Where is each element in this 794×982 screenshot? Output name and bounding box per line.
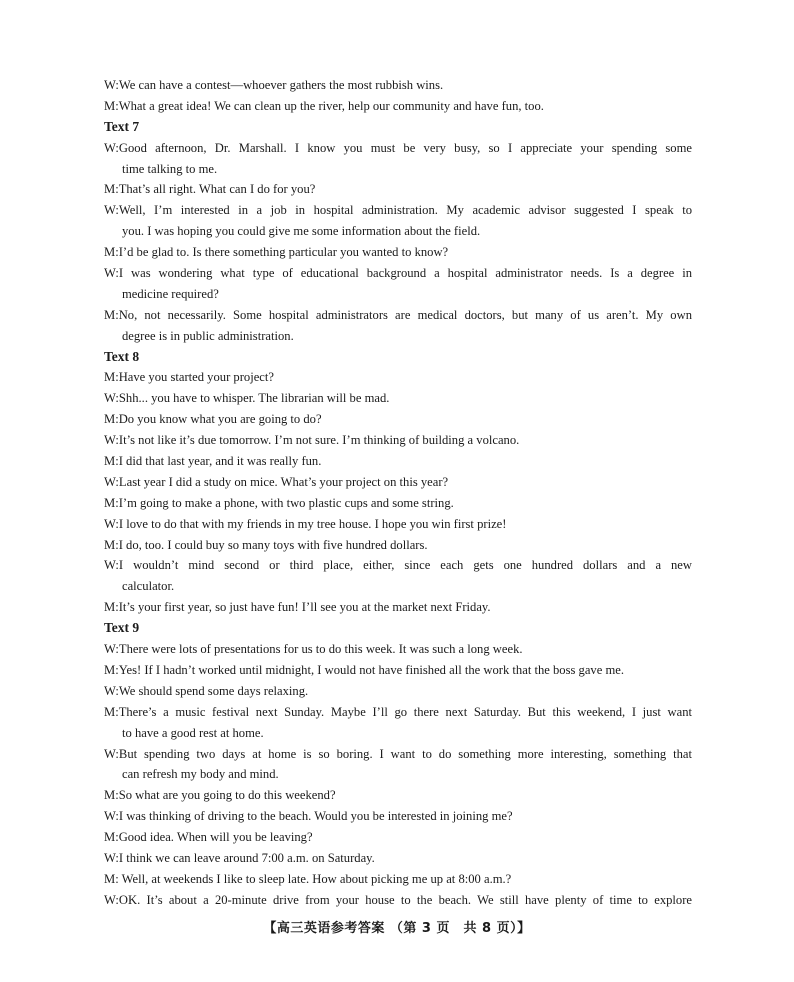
dialogue-line: M:I did that last year, and it was really fun. bbox=[104, 454, 322, 469]
dialogue-line: W:OK. It’s about a 20-minute drive from your house to the beach. We still have plenty of time to explore bbox=[104, 892, 692, 907]
dialogue-line: M:So what are you going to do this weekend? bbox=[104, 788, 336, 803]
dialogue-line: M:I do, too. I could buy so many toys with five hundred dollars. bbox=[104, 537, 428, 552]
dialogue-line: W:I wouldn’t mind second or third place, either, since each gets one hundred dollars and a new bbox=[104, 558, 692, 573]
dialogue-line: M:Do you know what you are going to do? bbox=[104, 412, 322, 427]
section-heading: Text 9 bbox=[104, 620, 140, 636]
dialogue-line: M:There’s a music festival next Sunday. Maybe I’ll go there next Saturday. But this weekend, I just want bbox=[104, 704, 692, 719]
dialogue-line: W:Good afternoon, Dr. Marshall. I know you must be very busy, so I appreciate your spending some bbox=[104, 140, 692, 155]
dialogue-line: M:That’s all right. What can I do for you? bbox=[104, 182, 316, 197]
dialogue-line: M:Have you started your project? bbox=[104, 370, 274, 385]
section-heading: Text 8 bbox=[104, 348, 140, 364]
dialogue-line: M:It’s your first year, so just have fun! I’ll see you at the market next Friday. bbox=[104, 600, 491, 615]
dialogue-line: W:I love to do that with my friends in my tree house. I hope you win first prize! bbox=[104, 516, 507, 531]
dialogue-line: M:No, not necessarily. Some hospital administrators are medical doctors, but many of us aren’t. My own bbox=[104, 307, 692, 322]
dialogue-line: W:There were lots of presentations for us to do this week. It was such a long week. bbox=[104, 642, 523, 657]
dialogue-line: W:I was wondering what type of educational background a hospital administrator needs. Is a degree in bbox=[104, 266, 692, 281]
dialogue-line: W:Shh... you have to whisper. The librarian will be mad. bbox=[104, 391, 390, 406]
dialogue-line: W:Well, I’m interested in a job in hospital administration. My academic advisor suggested I speak to bbox=[104, 203, 692, 218]
transcript-body bbox=[104, 75, 692, 911]
page-footer: 【高三英语参考答案 （第 3 页 共 8 页）】 bbox=[263, 921, 531, 936]
dialogue-line: M:Yes! If I hadn’t worked until midnight, I would not have finished all the work that the boss gave me. bbox=[104, 662, 624, 677]
section-heading: Text 7 bbox=[104, 118, 140, 134]
dialogue-line: W:I think we can leave around 7:00 a.m. on Saturday. bbox=[104, 850, 375, 865]
dialogue-line: W:It’s not like it’s due tomorrow. I’m not sure. I’m thinking of building a volcano. bbox=[104, 433, 520, 448]
dialogue-line: M:I’m going to make a phone, with two plastic cups and some string. bbox=[104, 495, 454, 510]
dialogue-line: calculator. bbox=[122, 579, 175, 594]
dialogue-line: time talking to me. bbox=[122, 161, 218, 176]
dialogue-line: M:Good idea. When will you be leaving? bbox=[104, 830, 313, 845]
dialogue-line: degree is in public administration. bbox=[122, 328, 294, 343]
dialogue-line: W:We can have a contest—whoever gathers the most rubbish wins. bbox=[104, 78, 444, 92]
dialogue-line: W:I was thinking of driving to the beach. Would you be interested in joining me? bbox=[104, 809, 513, 824]
dialogue-line: W:Last year I did a study on mice. What’s your project on this year? bbox=[104, 474, 449, 489]
dialogue-line: M: Well, at weekends I like to sleep late. How about picking me up at 8:00 a.m.? bbox=[104, 871, 512, 886]
dialogue-line: W:We should spend some days relaxing. bbox=[104, 683, 309, 698]
dialogue-line: M:What a great idea! We can clean up the river, help our community and have fun, too. bbox=[104, 98, 544, 113]
dialogue-line: M:I’d be glad to. Is there something particular you wanted to know? bbox=[104, 245, 449, 260]
dialogue-line: medicine required? bbox=[122, 286, 219, 301]
dialogue-line: can refresh my body and mind. bbox=[122, 767, 279, 782]
dialogue-line: you. I was hoping you could give me some information about the field. bbox=[122, 224, 481, 239]
dialogue-line: W:But spending two days at home is so boring. I want to do something more interesting, something that bbox=[104, 746, 692, 761]
dialogue-line: to have a good rest at home. bbox=[122, 725, 264, 740]
